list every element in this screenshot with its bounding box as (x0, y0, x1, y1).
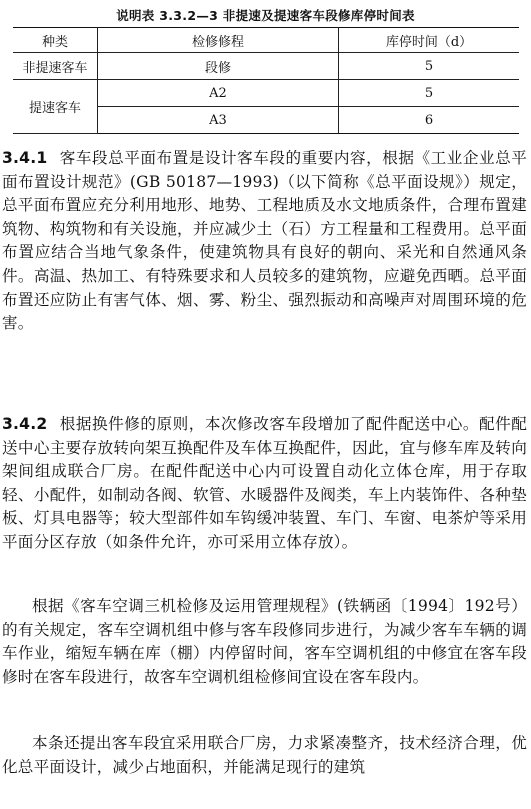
table-header-row (13, 28, 519, 53)
paragraph-3-4-1 (2, 147, 527, 336)
table-caption: 说明表 3.3.2—3 非提速及提速客车段修库停时间表 (116, 8, 415, 23)
paragraph-text: 客车段总平面布置是设计客车段的重要内容，根据《工业企业总平面布置设计规范》(GB 50187—1993)（以下简称《总平面设规》）规定，总平面布置应充分利用地形、地势、工程地质及水文地质条件，合理布置建筑物、构筑物和有关设施，并应减少土（石）方工程量和工程费用。总平面布置应结合当地气象条件，使建筑物具有良好的朝向、采光和自然通风条件。高温、热加工、有特殊要求和人员较多的建筑物，应避免西晒。总平面布置还应防止有害气体、烟、雾、粉尘、强烈振动和高噪声对周围环境的危害。 (2, 149, 527, 333)
paragraph-air-conditioning: 根据《客车空调三机检修及运用管理规程》(铁辆函〔1994〕192号）的有关规定，客车空调机组中修与客车段修同步进行，为减少客车车辆的调车作业，缩短车辆在库（棚）内停留时间，客车空调机组的中修宜在客车段修时在客车段进行，故客车空调机组检修间宜设在客车段内。 (2, 597, 527, 686)
cell-program: A3 (98, 107, 339, 134)
cell-days: 6 (339, 107, 520, 134)
header-program: 检修修程 (98, 28, 339, 53)
paragraph-3-4-2 (2, 413, 527, 555)
cell-program: A2 (98, 80, 339, 107)
cell-days: 5 (339, 53, 520, 80)
cell-category: 非提速客车 (13, 53, 98, 80)
header-days: 库停时间（d） (339, 28, 520, 53)
cell-program: 段修 (98, 53, 339, 80)
paragraph-text: 根据换件修的原则，本次修改客车段增加了配件配送中心。配件配送中心主要存放转向架互换配件及车体互换配件，因此，宜与修车库及转向架间组成联合厂房。在配件配送中心内可设置自动化立体仓库，用于存取轻、小配件，如制动各阀、软管、水暖器件及阀类，车上内装饰件、各种垫板、灯具电器等；较大型部件如车钩缓冲装置、车门、车窗、电茶炉等采用平面分区存放（如条件允许，亦可采用立体存放）。 (2, 415, 527, 551)
repair-time-table (13, 27, 519, 134)
section-number: 3.4.1 (2, 149, 48, 167)
cell-days: 5 (339, 80, 520, 107)
table-row (13, 53, 519, 80)
paragraph-joint-workshop: 本条还提出客车段宜采用联合厂房，力求紧凑整齐，技术经济合理，优化总平面设计，减少占地面积，并能满足现行的建筑 (2, 734, 527, 776)
header-category: 种类 (13, 28, 98, 53)
cell-category: 提速客车 (13, 80, 98, 134)
section-number: 3.4.2 (2, 415, 48, 433)
table-row (13, 80, 519, 107)
